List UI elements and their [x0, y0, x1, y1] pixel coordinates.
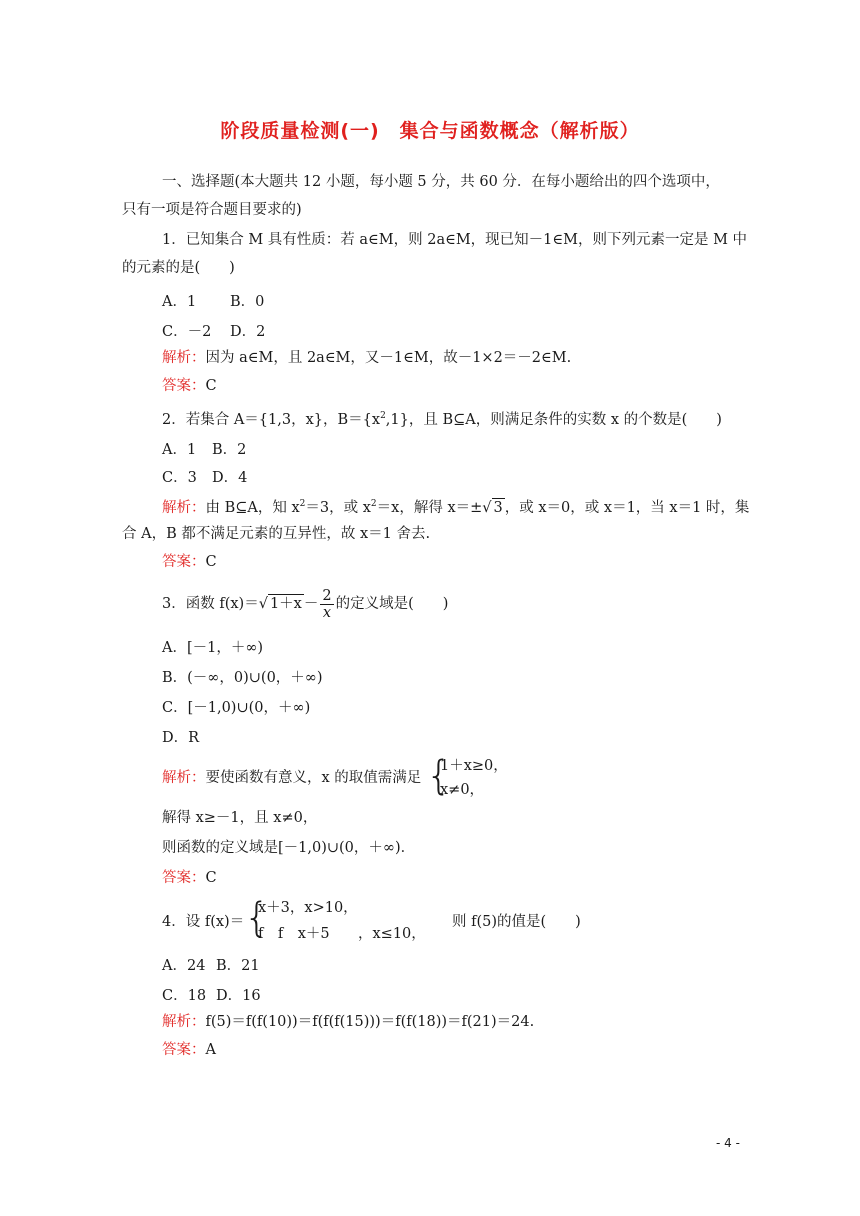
q1-stem-line1: 1．已知集合 M 具有性质：若 a∈M，则 2a∈M，现已知－1∈M，则下列元素一定是 M 中 — [162, 232, 748, 248]
q4-option-a: A．24 — [162, 958, 206, 974]
q3-fraction — [320, 588, 333, 621]
q3-analysis-text: 要使函数有意义，x 的取值需满足 — [205, 770, 422, 786]
q3-analysis-line2: 解得 x≥－1，且 x≠0， — [162, 810, 318, 826]
q1-stem-line2: 的元素的是( ) — [122, 260, 235, 276]
q1-option-a: A．1 — [162, 294, 197, 310]
q4-analysis-text: f(5)＝f(f(10))＝f(f(f(15)))＝f(f(18))＝f(21)＝24. — [205, 1014, 535, 1030]
q2-stem-part1: 2．若集合 A＝{1,3，x}，B＝{x — [162, 411, 381, 428]
q1-analysis — [162, 348, 571, 368]
q2-stem-part2: ,1}，且 B⊆A，则满足条件的实数 x 的个数是( ) — [385, 411, 722, 428]
q2-stem-superscript: 2 — [380, 411, 386, 421]
q2-analysis: 解析：由 B⊆A，知 $x^2=3$，或 $x^2=x$，解得 x＝±√ 3 ，或 x＝0，或 x＝1，当 x＝1 时，集 — [162, 499, 750, 516]
q3-condition-2: x≠0， — [440, 782, 485, 798]
q2-option-b: B．2 — [212, 442, 247, 458]
q2-analysis-part1: 由 B⊆A，知 x — [205, 499, 300, 516]
page-number: - 4 - — [716, 1136, 740, 1150]
q3-left-brace: { — [426, 753, 452, 799]
q3-analysis-line3: 则函数的定义域是[－1,0)∪(0，＋∞)． — [162, 840, 416, 856]
q2-analysis-sqrt: 3 — [493, 499, 503, 516]
q4-case-2-expr: f f x＋5 — [258, 926, 330, 942]
q2-analysis-part4: ，或 x＝0，或 x＝1，当 x＝1 时，集 — [504, 499, 750, 516]
q2-stem — [162, 406, 722, 430]
q2-analysis-sup1: 2 — [299, 499, 306, 509]
q1-answer-value: C — [205, 378, 217, 394]
q3-stem-part2: 的定义域是( ) — [335, 596, 449, 612]
q3-answer — [162, 868, 217, 888]
q2-option-c: C．3 — [162, 470, 197, 486]
q2-answer-label: 答案： — [162, 554, 206, 570]
q3-option-c: C．[－1,0)∪(0，＋∞) — [162, 700, 311, 716]
q3-option-b: B．(－∞，0)∪(0，＋∞) — [162, 670, 323, 686]
q4-stem-suffix: 则 f(5)的值是( ) — [452, 914, 581, 930]
section-heading-line1: 一、选择题(本大题共 12 小题，每小题 5 分，共 60 分．在每小题给出的四个选项中， — [162, 174, 720, 190]
q3-stem-sqrt: 1＋x — [269, 596, 302, 612]
q2-option-a: A．1 — [162, 442, 197, 458]
q3-fraction-numerator: 2 — [322, 587, 332, 604]
q4-answer-label: 答案： — [162, 1042, 206, 1058]
q2-analysis-label: 解析： — [162, 499, 206, 516]
q1-answer-label: 答案： — [162, 378, 206, 394]
q1-option-d: D．2 — [230, 324, 266, 340]
q2-analysis-part2: ＝3，或 x — [305, 499, 371, 516]
q4-answer-value: A — [205, 1042, 216, 1058]
q4-left-brace: { — [244, 895, 270, 941]
q4-analysis-label: 解析： — [162, 1014, 206, 1030]
q4-option-b: B．21 — [216, 958, 260, 974]
q4-analysis — [162, 1012, 534, 1032]
q2-analysis-part3: ＝x，解得 x＝± — [376, 499, 483, 516]
q1-answer — [162, 376, 217, 396]
q4-option-d: D．16 — [216, 988, 261, 1004]
q3-stem-minus: － — [303, 596, 319, 612]
q4-option-c: C．18 — [162, 988, 207, 1004]
section-heading-line2: 只有一项是符合题目要求的) — [122, 202, 302, 218]
page-title: 阶段质量检测(一) 集合与函数概念（解析版） — [220, 120, 640, 142]
q3-condition-1: 1＋x≥0， — [440, 758, 508, 774]
q2-analysis-sup2: 2 — [370, 499, 377, 509]
q3-option-a: A．[－1，＋∞) — [162, 640, 264, 656]
q3-analysis — [162, 768, 421, 788]
q3-stem: 3．函数 f(x)＝√ 1＋x － $\frac{2}{x}$ 的定义域是( ) — [162, 587, 449, 621]
q2-answer — [162, 552, 217, 572]
q1-analysis-label: 解析： — [162, 350, 206, 366]
q4-stem-prefix: 4．设 f(x)＝ — [162, 914, 245, 930]
q3-stem-part1: 3．函数 f(x)＝ — [162, 596, 259, 612]
q2-answer-value: C — [205, 554, 217, 570]
q2-analysis-line2: 合 A，B 都不满足元素的互异性，故 x＝1 舍去. — [122, 526, 431, 542]
q3-answer-label: 答案： — [162, 870, 206, 886]
q4-case-1: x＋3，x>10， — [258, 900, 358, 916]
q4-case-2-cond: ，x≤10， — [358, 926, 426, 942]
q4-answer — [162, 1040, 216, 1060]
q1-analysis-text: 因为 a∈M，且 2a∈M，又－1∈M，故－1×2＝－2∈M. — [205, 350, 572, 366]
q3-fraction-denominator: x — [322, 604, 332, 621]
q1-option-b: B．0 — [230, 294, 265, 310]
q1-option-c: C．－2 — [162, 324, 212, 340]
q3-analysis-label: 解析： — [162, 770, 206, 786]
q3-answer-value: C — [205, 870, 217, 886]
q3-option-d: D．R — [162, 730, 200, 746]
q2-option-d: D．4 — [212, 470, 248, 486]
